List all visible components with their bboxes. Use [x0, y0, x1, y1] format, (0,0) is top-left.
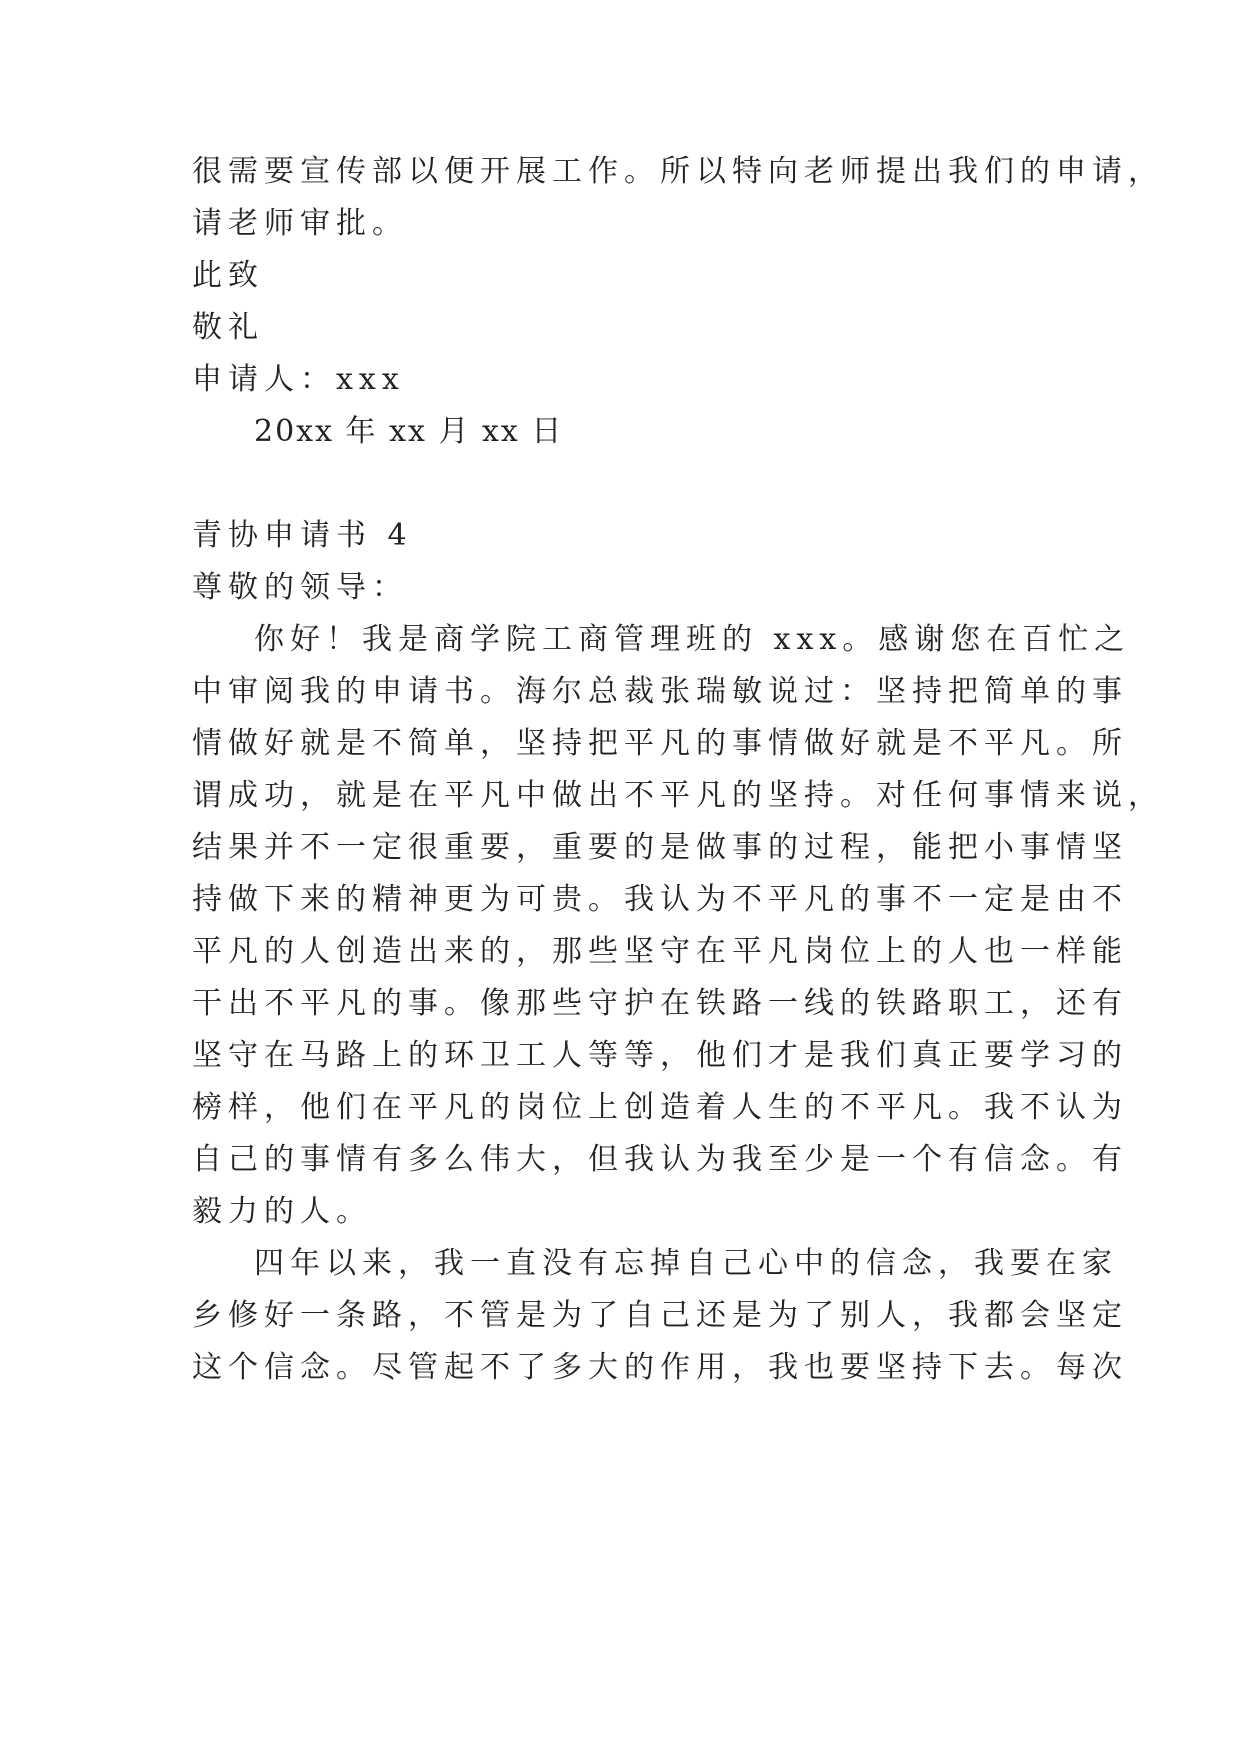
salutation-ci-zhi: 此致 — [192, 258, 264, 293]
paragraph1-line: 持做下来的精神更为可贵。我认为不平凡的事不一定是由不 — [192, 882, 1128, 917]
section-title: 青协申请书 4 — [192, 518, 413, 553]
continuation-line-1: 很需要宣传部以便开展工作。所以特向老师提出我们的申请， — [192, 154, 1164, 189]
paragraph1-line: 平凡的人创造出来的，那些坚守在平凡岗位上的人也一样能 — [192, 934, 1128, 969]
paragraph2-line: 乡修好一条路，不管是为了自己还是为了别人，我都会坚定 — [192, 1298, 1128, 1333]
paragraph1-line: 谓成功，就是在平凡中做出不平凡的坚持。对任何事情来说， — [192, 778, 1164, 813]
paragraph1-line: 中审阅我的申请书。海尔总裁张瑞敏说过：坚持把简单的事 — [192, 674, 1128, 709]
salutation-jing-li: 敬礼 — [192, 310, 264, 345]
paragraph1-line: 自己的事情有多么伟大，但我认为我至少是一个有信念。有 — [192, 1142, 1128, 1177]
paragraph1-line: 毅力的人。 — [192, 1194, 372, 1229]
application-date: 20xx 年 xx 月 xx 日 — [254, 414, 564, 449]
paragraph2-line: 这个信念。尽管起不了多大的作用，我也要坚持下去。每次 — [192, 1350, 1128, 1385]
paragraph1-line: 结果并不一定很重要，重要的是做事的过程，能把小事情坚 — [192, 830, 1128, 865]
paragraph2-line: 四年以来，我一直没有忘掉自己心中的信念，我要在家 — [254, 1246, 1118, 1281]
paragraph1-line: 坚守在马路上的环卫工人等等，他们才是我们真正要学习的 — [192, 1038, 1128, 1073]
paragraph1-line: 干出不平凡的事。像那些守护在铁路一线的铁路职工，还有 — [192, 986, 1128, 1021]
applicant-signature: 申请人：xxx — [192, 362, 405, 397]
paragraph1-line: 情做好就是不简单，坚持把平凡的事情做好就是不平凡。所 — [192, 726, 1128, 761]
paragraph1-line: 榜样，他们在平凡的岗位上创造着人生的不平凡。我不认为 — [192, 1090, 1128, 1125]
continuation-line-2: 请老师审批。 — [192, 206, 408, 241]
paragraph1-line: 你好！我是商学院工商管理班的 xxx。感谢您在百忙之 — [254, 622, 1131, 657]
greeting: 尊敬的领导： — [192, 570, 408, 605]
